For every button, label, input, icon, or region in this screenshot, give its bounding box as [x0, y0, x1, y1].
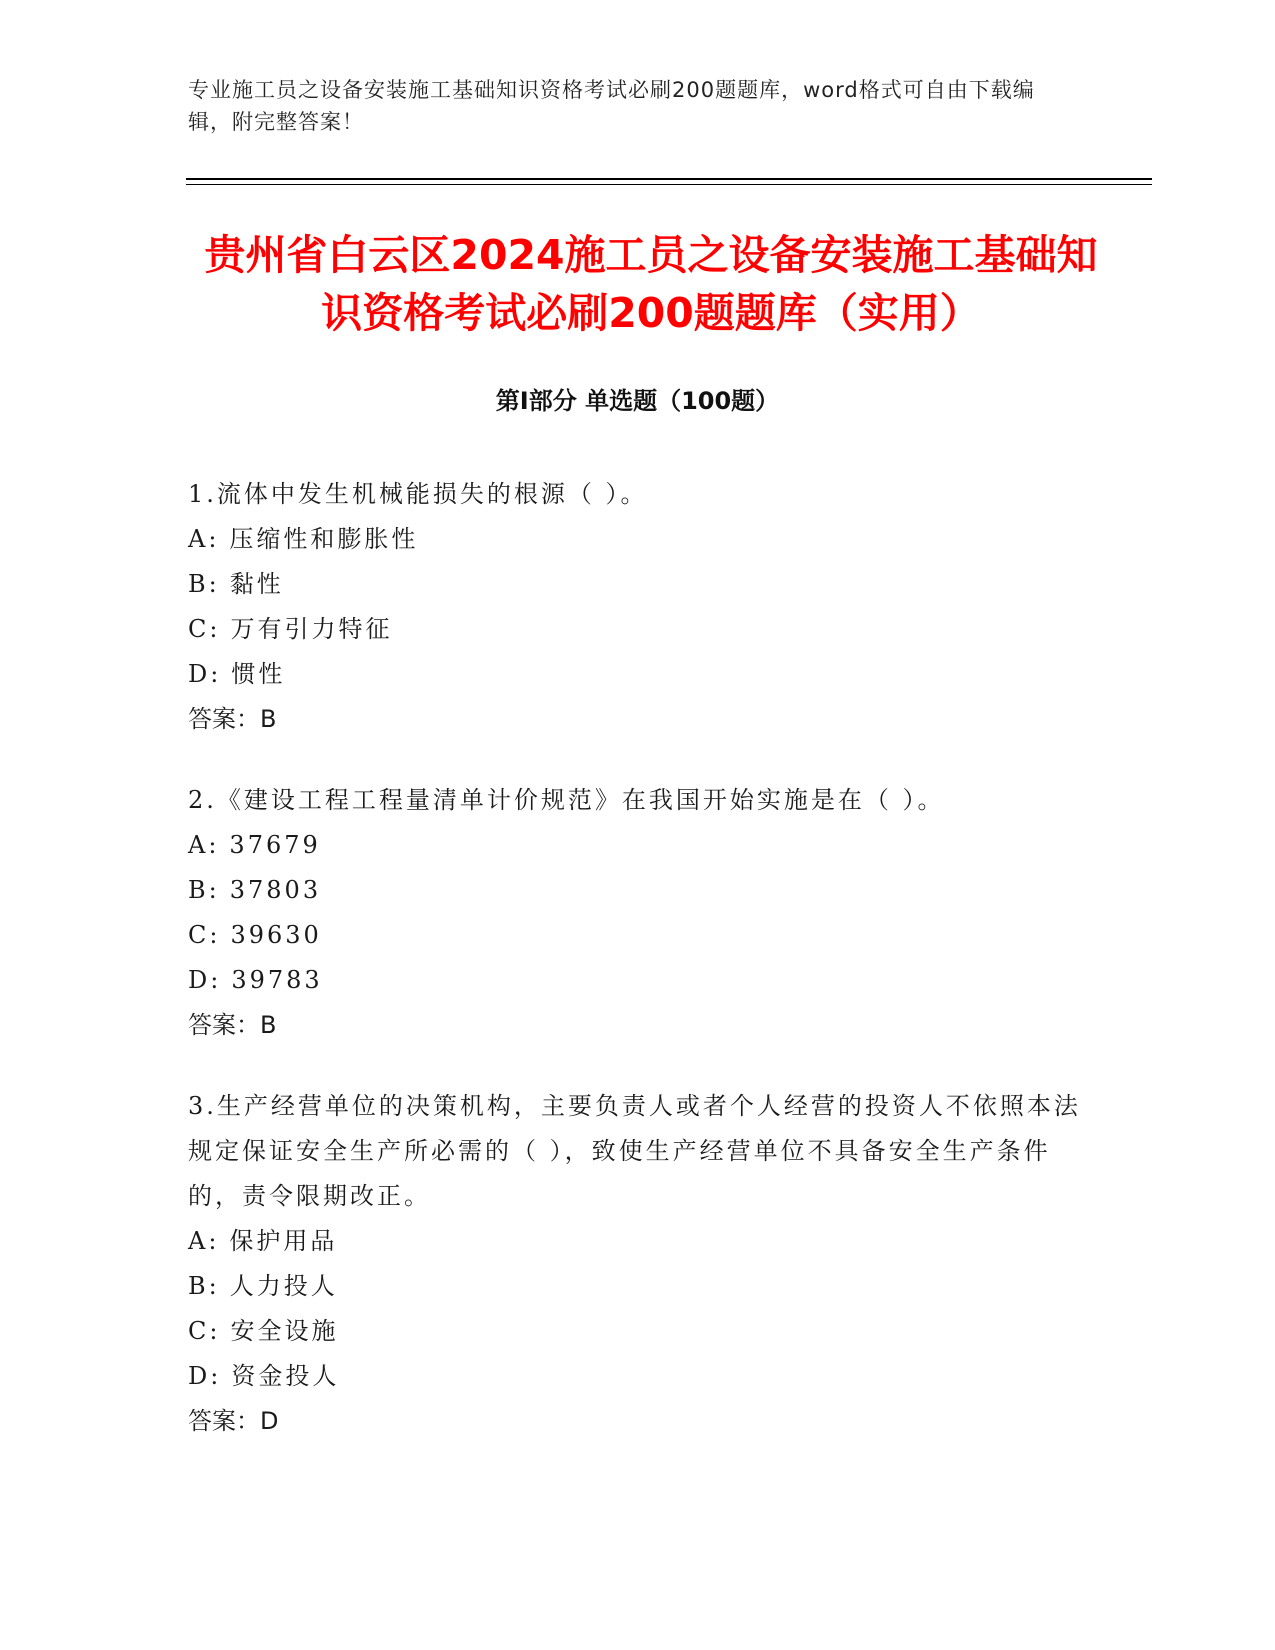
- option-b: [188, 562, 1088, 607]
- question-stem: 1.流体中发生机械能损失的根源（ ）。: [188, 480, 648, 508]
- option-c: [188, 913, 1088, 958]
- option-text: 压缩性和膨胀性: [229, 525, 419, 553]
- option-text: 黏性: [229, 570, 284, 598]
- option-d: [188, 652, 1088, 697]
- option-letter: A:: [188, 525, 220, 553]
- option-d: [188, 958, 1088, 1003]
- question-stem: 3.生产经营单位的决策机构，主要负责人或者个人经营的投资人不依照本法规定保证安全生产所必需的（ ），致使生产经营单位不具备安全生产条件的，责令限期改正。: [188, 1092, 1081, 1210]
- option-letter: A:: [188, 831, 220, 859]
- option-c: [188, 607, 1088, 652]
- option-letter: D:: [188, 660, 222, 688]
- option-a: [188, 1219, 1088, 1264]
- question-stem: 2.《建设工程工程量清单计价规范》在我国开始实施是在（ ）。: [188, 786, 945, 814]
- document-title: 贵州省白云区2024施工员之设备安装施工基础知识资格考试必刷200题题库（实用）: [204, 231, 1098, 337]
- option-letter: B:: [188, 876, 220, 904]
- option-b: [188, 1264, 1088, 1309]
- option-letter: A:: [188, 1227, 220, 1255]
- option-letter: C:: [188, 615, 221, 643]
- option-text: 39783: [231, 966, 323, 994]
- question-3: [188, 1084, 1088, 1444]
- option-text: 39630: [230, 921, 322, 949]
- header-divider-thick: [186, 178, 1152, 180]
- option-text: 人力投人: [229, 1272, 338, 1300]
- option-letter: B:: [188, 570, 220, 598]
- question-1: [188, 472, 1088, 742]
- option-text: 保护用品: [229, 1227, 338, 1255]
- option-letter: B:: [188, 1272, 220, 1300]
- option-text: 37803: [229, 876, 322, 904]
- option-text: 安全设施: [230, 1317, 339, 1345]
- header-divider-thin: [186, 184, 1152, 185]
- answer-label: 答案：B: [188, 705, 277, 733]
- option-letter: D:: [188, 966, 222, 994]
- question-list: [188, 472, 1088, 1480]
- option-a: [188, 823, 1088, 868]
- answer-label: 答案：B: [188, 1011, 277, 1039]
- option-text: 万有引力特征: [230, 615, 393, 643]
- option-c: [188, 1309, 1088, 1354]
- section-heading: 第Ⅰ部分 单选题（100题）: [495, 387, 780, 415]
- option-letter: D:: [188, 1362, 222, 1390]
- option-letter: C:: [188, 1317, 221, 1345]
- page-header: 专业施工员之设备安装施工基础知识资格考试必刷200题题库，word格式可自由下载编辑，附完整答案！: [188, 78, 1035, 134]
- option-b: [188, 868, 1088, 913]
- option-text: 资金投人: [231, 1362, 340, 1390]
- option-text: 37679: [229, 831, 321, 859]
- option-letter: C:: [188, 921, 221, 949]
- option-a: [188, 517, 1088, 562]
- question-2: [188, 778, 1088, 1048]
- answer-label: 答案：D: [188, 1407, 279, 1435]
- option-d: [188, 1354, 1088, 1399]
- option-text: 惯性: [231, 660, 286, 688]
